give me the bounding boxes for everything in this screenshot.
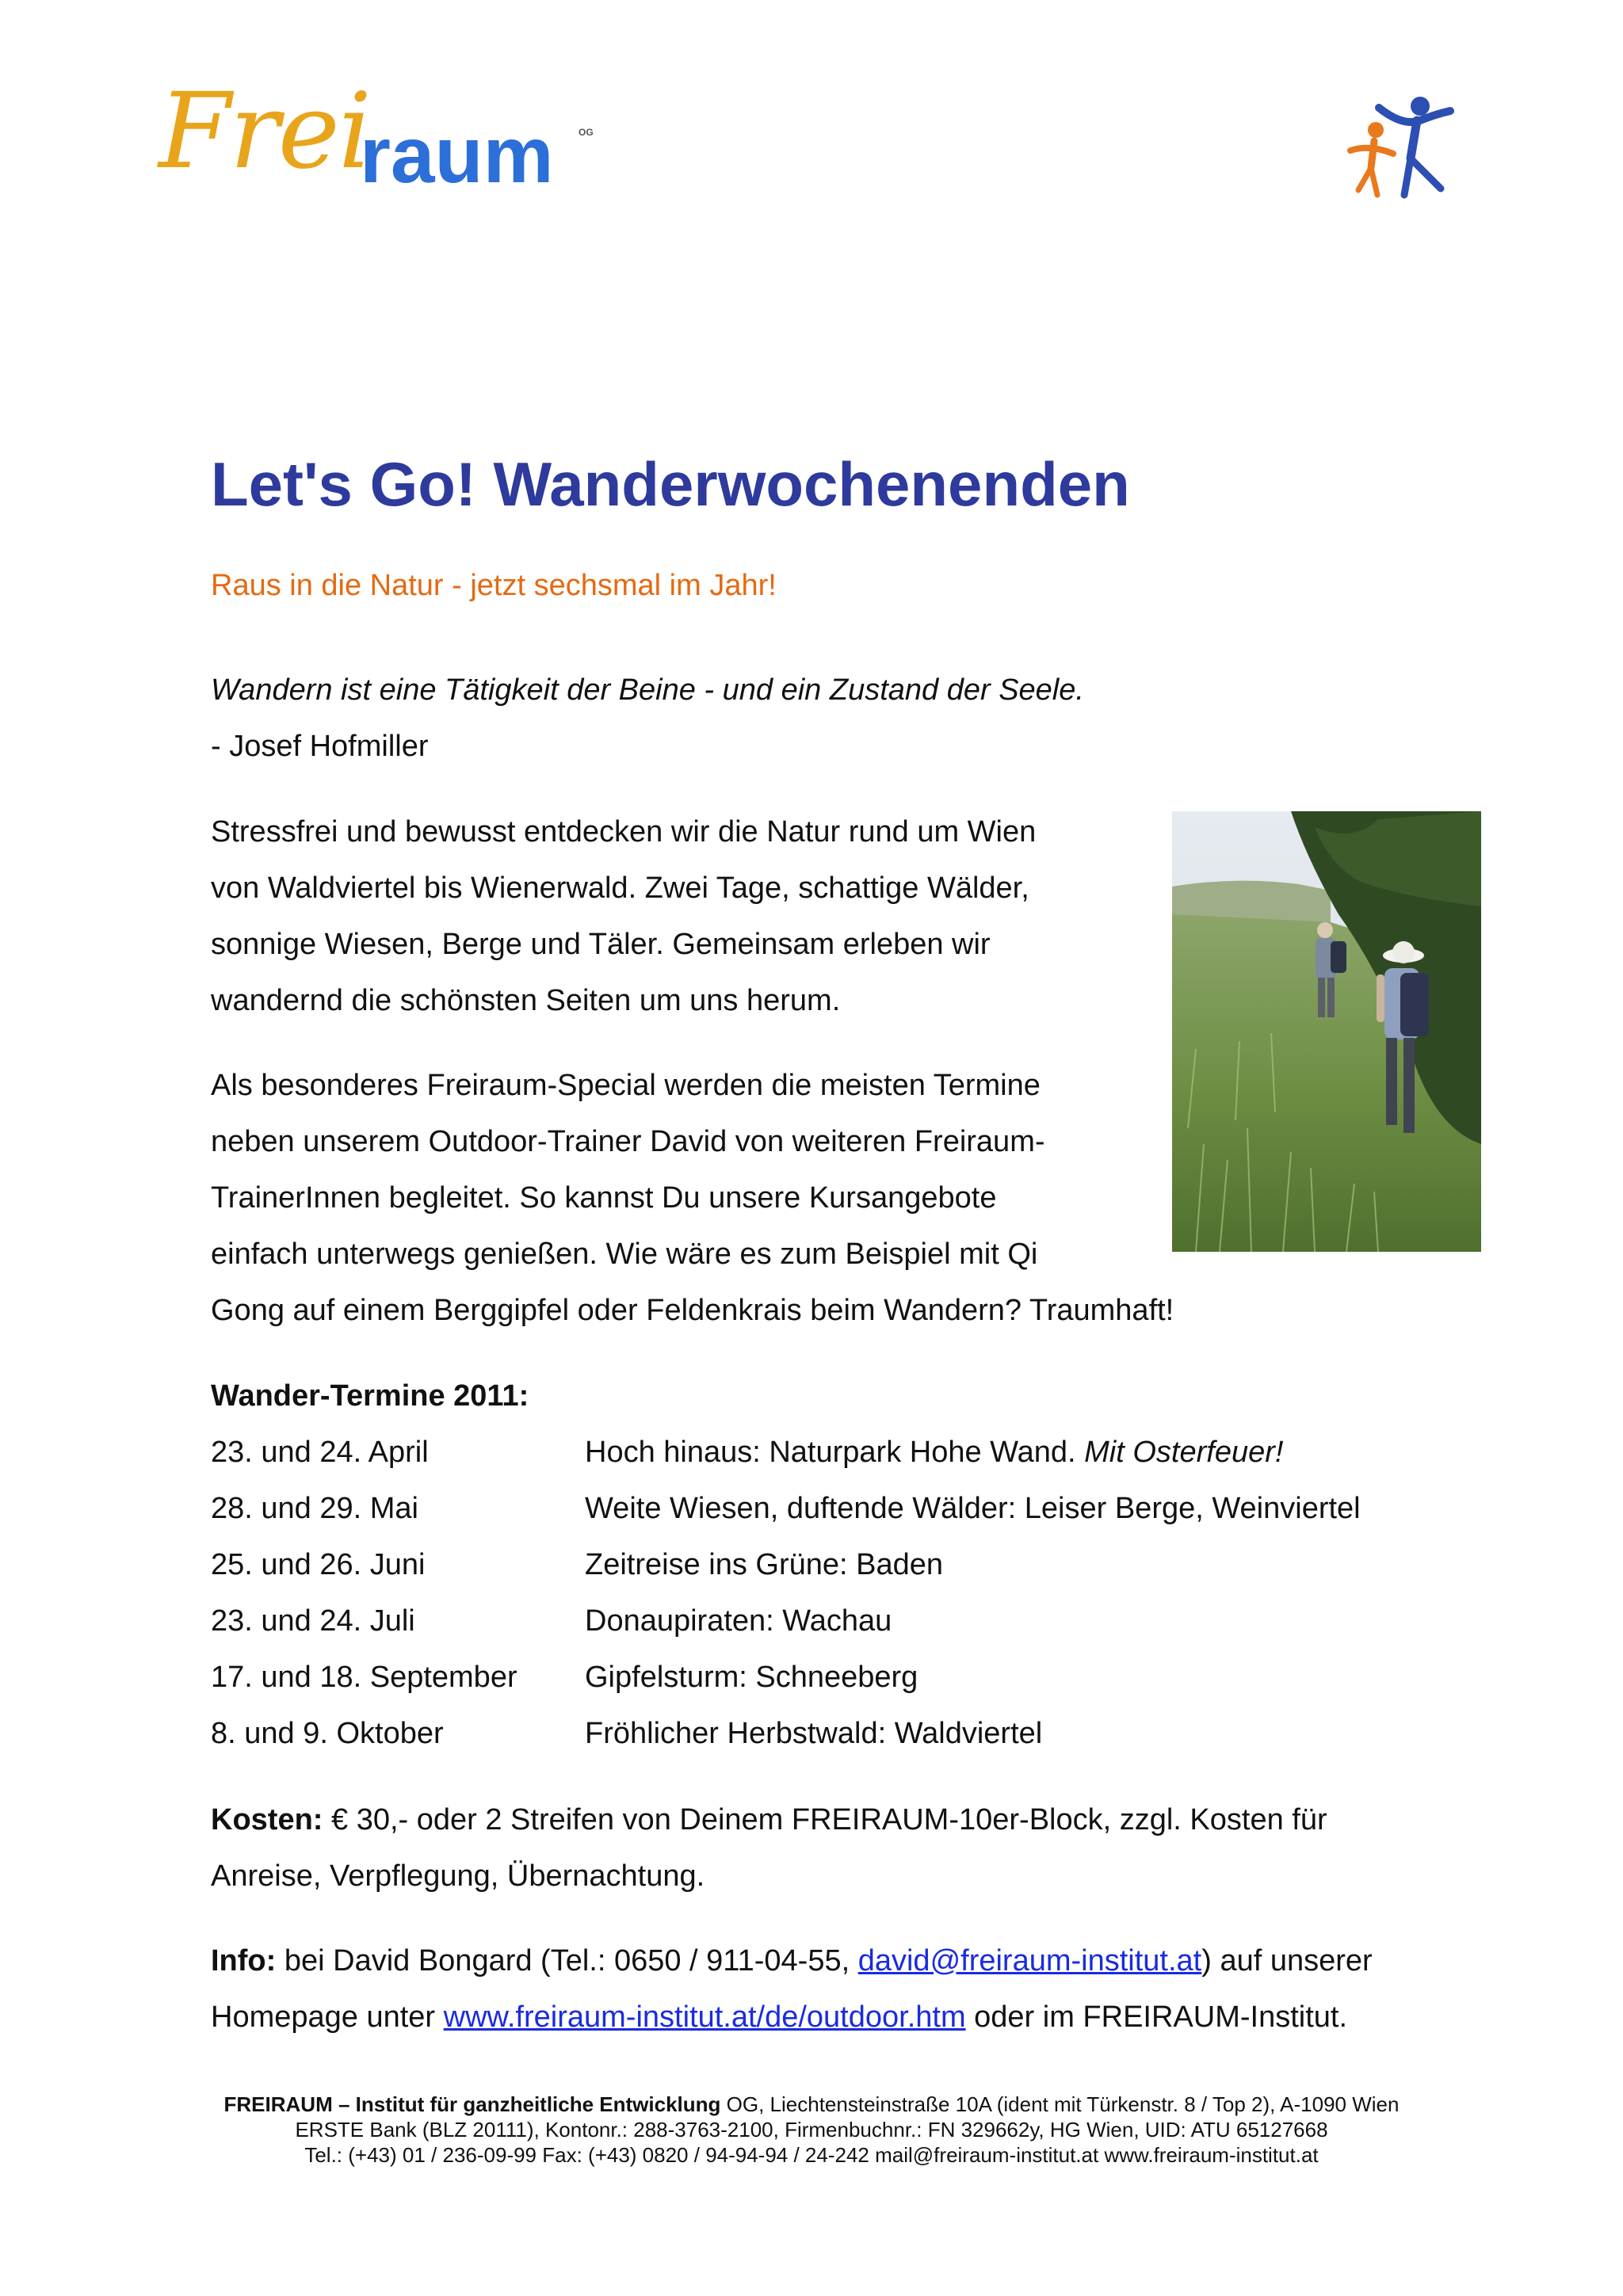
termin-description: Zeitreise ins Grüne: Baden bbox=[585, 1548, 944, 1581]
paragraph-line: sonnige Wiesen, Berge und Täler. Gemeinsam erleben wir bbox=[211, 928, 991, 961]
kosten-section bbox=[211, 1792, 1327, 1905]
footer-bank-line: ERSTE Bank (BLZ 20111), Kontonr.: 288-3763-2100, Firmenbuchnr.: FN 329662y, HG Wien, UID: ATU 65127668 bbox=[295, 2118, 1328, 2142]
table-row bbox=[211, 1537, 944, 1593]
info-text: ) auf unserer bbox=[1201, 1944, 1373, 1978]
termine-section bbox=[211, 1368, 1361, 1762]
logo-suffix: OG bbox=[579, 127, 594, 138]
termin-description bbox=[585, 1425, 1283, 1481]
termin-extra: Mit Osterfeuer! bbox=[1084, 1436, 1284, 1469]
paragraph-line: wandernd die schönsten Seiten um uns herum. bbox=[211, 984, 841, 1017]
footer-contact-line: Tel.: (+43) 01 / 236-09-99 Fax: (+43) 0820 / 94-94-94 / 24-242 mail@freiraum-institut.at www.freiraum-institut.at bbox=[304, 2143, 1319, 2167]
termine-heading: Wander-Termine 2011: bbox=[211, 1379, 529, 1413]
kosten-label: Kosten: bbox=[211, 1803, 323, 1836]
termin-description: Donaupiraten: Wachau bbox=[585, 1604, 892, 1638]
page-subtitle: Raus in die Natur - jetzt sechsmal im Jahr! bbox=[211, 569, 777, 602]
paragraph-line: Stressfrei und bewusst entdecken wir die Natur rund um Wien bbox=[211, 815, 1037, 849]
homepage-link[interactable]: www.freiraum-institut.at/de/outdoor.htm bbox=[443, 2000, 966, 2034]
footer-address: OG, Liechtensteinstraße 10A (ident mit Türkenstr. 8 / Top 2), A-1090 Wien bbox=[720, 2092, 1400, 2116]
termin-date: 17. und 18. September bbox=[211, 1661, 517, 1694]
paragraph-line: neben unserem Outdoor-Trainer David von weiteren Freiraum- bbox=[211, 1125, 1045, 1158]
kosten-line bbox=[211, 1792, 1327, 1848]
paragraph-line: Als besonderes Freiraum-Special werden die meisten Termine bbox=[211, 1069, 1041, 1102]
termin-date: 23. und 24. Juli bbox=[211, 1604, 415, 1638]
footer bbox=[0, 2092, 1623, 2168]
paragraph-line: von Waldviertel bis Wienerwald. Zwei Tage, schattige Wälder, bbox=[211, 871, 1029, 905]
table-row bbox=[211, 1481, 1361, 1537]
hiking-photo bbox=[1172, 811, 1481, 1252]
info-label: Info: bbox=[211, 1944, 277, 1978]
kosten-text: € 30,- oder 2 Streifen von Deinem FREIRAUM-10er-Block, zzgl. Kosten für bbox=[323, 1803, 1327, 1836]
page-title: Let's Go! Wanderwochenenden bbox=[211, 449, 1130, 519]
table-row bbox=[211, 1650, 918, 1706]
kosten-line: Anreise, Verpflegung, Übernachtung. bbox=[211, 1859, 705, 1893]
paragraph-line: einfach unterwegs genießen. Wie wäre es zum Beispiel mit Qi bbox=[211, 1238, 1038, 1271]
info-section bbox=[211, 1933, 1373, 2046]
paragraph-line: TrainerInnen begleitet. So kannst Du unsere Kursangebote bbox=[211, 1181, 997, 1215]
intro-paragraph bbox=[211, 804, 1036, 1029]
info-line bbox=[211, 1933, 1373, 1989]
termin-date: 25. und 26. Juni bbox=[211, 1548, 426, 1581]
quote-author: - Josef Hofmiller bbox=[211, 730, 429, 763]
termin-date: 23. und 24. April bbox=[211, 1436, 429, 1469]
info-text: bei David Bongard (Tel.: 0650 / 911-04-55, bbox=[276, 1944, 858, 1978]
info-text: oder im FREIRAUM-Institut. bbox=[965, 2000, 1348, 2034]
info-line bbox=[211, 1989, 1373, 2046]
termin-desc-text: Hoch hinaus: Naturpark Hohe Wand. bbox=[585, 1436, 1076, 1469]
quote-block bbox=[211, 662, 1084, 775]
info-text: Homepage unter bbox=[211, 2000, 444, 2034]
table-row bbox=[211, 1706, 1043, 1762]
paragraph-line: Gong auf einem Berggipfel oder Feldenkrais beim Wandern? Traumhaft! bbox=[211, 1294, 1174, 1327]
footer-line bbox=[0, 2092, 1623, 2117]
email-link[interactable]: david@freiraum-institut.at bbox=[857, 1944, 1202, 1978]
table-row bbox=[211, 1593, 892, 1650]
termin-description: Fröhlicher Herbstwald: Waldviertel bbox=[585, 1717, 1043, 1750]
footer-company: FREIRAUM – Institut für ganzheitliche Entwicklung bbox=[223, 2092, 721, 2116]
termin-date: 28. und 29. Mai bbox=[211, 1492, 418, 1525]
logo-bold-text: raum bbox=[360, 111, 554, 200]
freiraum-logo bbox=[158, 71, 602, 206]
termin-description: Gipfelsturm: Schneeberg bbox=[585, 1661, 918, 1694]
termin-date: 8. und 9. Oktober bbox=[211, 1717, 444, 1750]
people-figures-logo-icon bbox=[1331, 89, 1458, 200]
special-paragraph bbox=[211, 1058, 1174, 1339]
logo-script-text: Frei bbox=[158, 71, 371, 193]
table-row bbox=[211, 1425, 1284, 1481]
termin-description: Weite Wiesen, duftende Wälder: Leiser Berge, Weinviertel bbox=[585, 1492, 1361, 1525]
quote-text: Wandern ist eine Tätigkeit der Beine - und ein Zustand der Seele. bbox=[211, 673, 1084, 707]
